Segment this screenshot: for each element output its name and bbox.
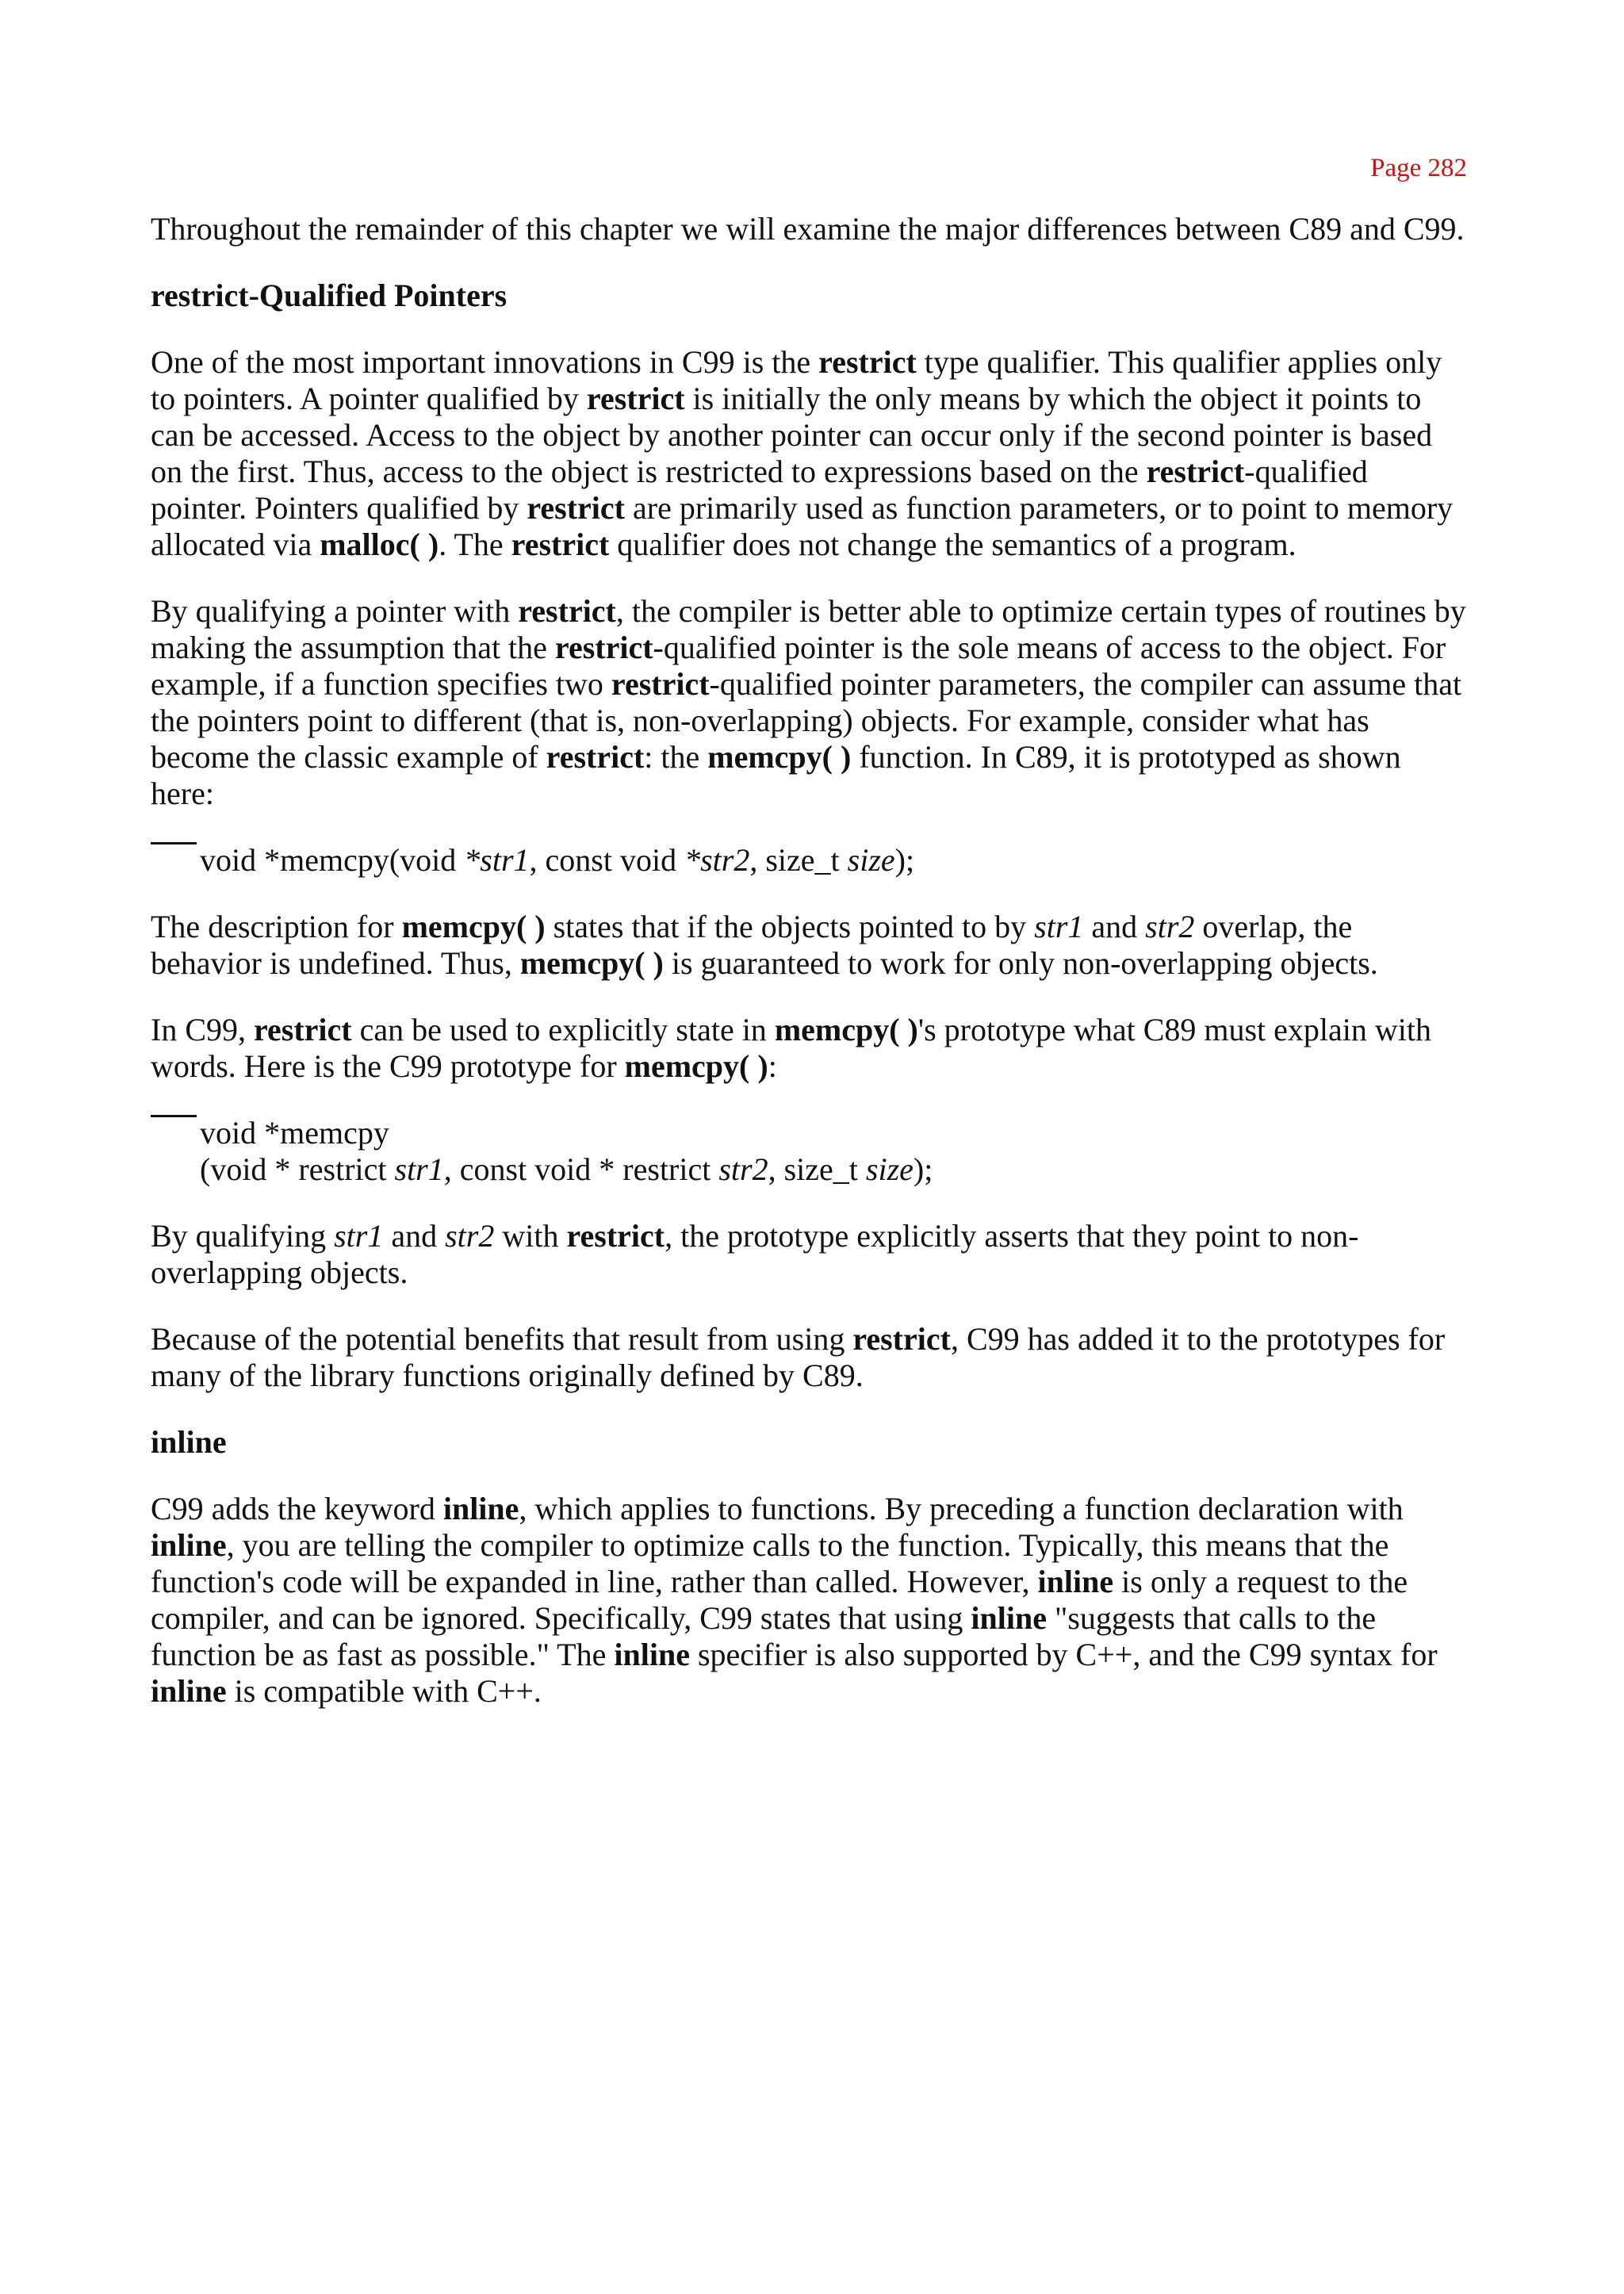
code-marker-line xyxy=(151,842,197,844)
code-marker-line xyxy=(151,1115,197,1117)
page-body xyxy=(151,211,1467,1740)
section-heading-inline: inline xyxy=(151,1424,227,1460)
page-number: Page 282 xyxy=(1370,154,1467,182)
restrict-paragraph-5: By qualifying str1 and str2 with restrict, the prototype explicitly asserts that they point to non-overlapping objects. xyxy=(151,1218,1359,1290)
section-heading-restrict: restrict-Qualified Pointers xyxy=(151,278,508,313)
restrict-paragraph-3: The description for memcpy( ) states that if the objects pointed to by str1 and str2 overlap, the behavior is undefined. Thus, memcpy( ) is guaranteed to work for only non-overlapping objects. xyxy=(151,909,1378,981)
code-line-1: void *memcpy xyxy=(200,1115,389,1151)
code-line-2: (void * restrict str1, const void * restrict str2, size_t size); xyxy=(200,1151,933,1187)
inline-paragraph-1: C99 adds the keyword inline, which applies to functions. By preceding a function declaration with inline, you are telling the compiler to optimize calls to the function. Typically, this means that the function's code will be expanded in line, rather than called. However, inline is only a request to the compiler, and can be ignored. Specifically, C99 states that using inline "suggests that calls to the function be as fast as possible." The inline specifier is also supported by C++, and the C99 syntax for inline is compatible with C++. xyxy=(151,1491,1438,1709)
intro-paragraph: Throughout the remainder of this chapter we will examine the major differences between C89 and C99. xyxy=(151,211,1465,247)
code-c89-prototype: void *memcpy(void *str1, const void *str2, size_t size); xyxy=(151,842,1467,879)
restrict-paragraph-1: One of the most important innovations in C99 is the restrict type qualifier. This qualifier applies only to pointers. A pointer qualified by restrict is initially the only means by which the object it points to can be accessed. Access to the object by another pointer can occur only if the second pointer is based on the first. Thus, access to the object is restricted to expressions based on the restrict-qualified pointer. Pointers qualified by restrict are primarily used as function parameters, or to point to memory allocated via malloc( ). The restrict qualifier does not change the semantics of a program. xyxy=(151,344,1454,562)
restrict-paragraph-2: By qualifying a pointer with restrict, the compiler is better able to optimize certain types of routines by making the assumption that the restrict-qualified pointer is the sole means of access to the object. For example, if a function specifies two restrict-qualified pointer parameters, the compiler can assume that the pointers point to different (that is, non-overlapping) objects. For example, consider what has become the classic example of restrict: the memcpy( ) function. In C89, it is prototyped as shown here: xyxy=(151,593,1466,811)
code-c99-prototype xyxy=(151,1115,1467,1188)
restrict-paragraph-6: Because of the potential benefits that result from using restrict, C99 has added it to the prototypes for many of the library functions originally defined by C89. xyxy=(151,1321,1446,1393)
restrict-paragraph-4: In C99, restrict can be used to explicitly state in memcpy( )'s prototype what C89 must explain with words. Here is the C99 prototype for memcpy( ): xyxy=(151,1012,1432,1084)
